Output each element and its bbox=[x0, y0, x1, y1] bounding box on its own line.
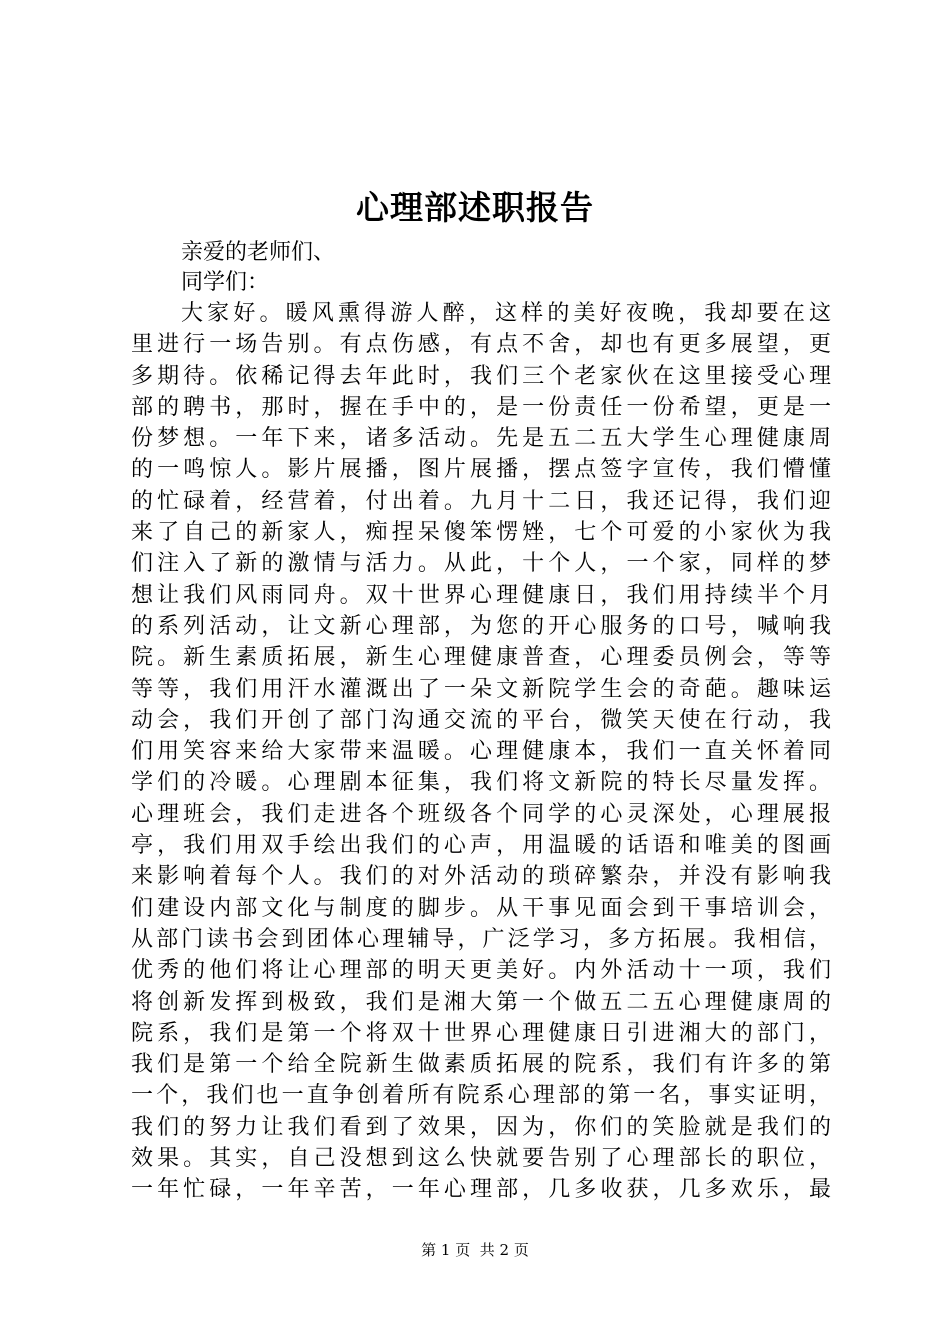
body-line: 心理班会，我们走进各个班级各个同学的心灵深处，心理展报 bbox=[131, 801, 831, 827]
body-line: 一个，我们也一直争创着所有院系心理部的第一名，事实证明， bbox=[131, 1083, 831, 1109]
body-line: 里进行一场告别。有点伤感，有点不舍，却也有更多展望，更 bbox=[131, 332, 831, 358]
body-line: 学们的冷暖。心理剧本征集，我们将文新院的特长尽量发挥。 bbox=[131, 770, 831, 796]
body-line: 的一鸣惊人。影片展播，图片展播，摆点签字宣传，我们懵懂 bbox=[131, 457, 831, 483]
body-line: 来了自己的新家人，痴捏呆傻笨愣矬，七个可爱的小家伙为我 bbox=[131, 520, 831, 546]
body-line: 份梦想。一年下来，诸多活动。先是五二五大学生心理健康周 bbox=[131, 426, 831, 452]
salutation-line-1: 亲爱的老师们、 bbox=[181, 240, 336, 265]
body-line: 我们是第一个给全院新生做素质拓展的院系，我们有许多的第 bbox=[131, 1052, 831, 1078]
body-line: 部的聘书，那时，握在手中的，是一份责任一份希望，更是一 bbox=[131, 394, 831, 420]
body-line: 大家好。暖风熏得游人醉，这样的美好夜晚，我却要在这 bbox=[181, 301, 831, 326]
body-line: 的忙碌着，经营着，付出着。九月十二日，我还记得，我们迎 bbox=[131, 488, 831, 514]
body-line: 我们的努力让我们看到了效果，因为，你们的笑脸就是我们的 bbox=[131, 1114, 831, 1140]
body-line: 多期待。依稀记得去年此时，我们三个老家伙在这里接受心理 bbox=[131, 363, 831, 389]
body-line: 一年忙碌，一年辛苦，一年心理部，几多收获，几多欢乐，最 bbox=[131, 1177, 831, 1203]
body-line: 们建设内部文化与制度的脚步。从干事见面会到干事培训会， bbox=[131, 895, 831, 921]
body-line: 来影响着每个人。我们的对外活动的琐碎繁杂，并没有影响我 bbox=[131, 864, 831, 890]
document-title: 心理部述职报告 bbox=[356, 188, 594, 227]
body-line: 等等，我们用汗水灌溉出了一朵文新院学生会的奇葩。趣味运 bbox=[131, 676, 831, 702]
body-paragraph bbox=[131, 298, 831, 1206]
body-line: 的系列活动，让文新心理部，为您的开心服务的口号，喊响我 bbox=[131, 613, 831, 639]
body-line: 从部门读书会到团体心理辅导，广泛学习，多方拓展。我相信， bbox=[131, 926, 831, 952]
body-line: 想让我们风雨同舟。双十世界心理健康日，我们用持续半个月 bbox=[131, 582, 831, 608]
salutation-line-2: 同学们： bbox=[181, 270, 270, 295]
page-footer: 第 1 页 共 2 页 bbox=[421, 1241, 529, 1259]
body-line: 效果。其实，自己没想到这么快就要告别了心理部长的职位， bbox=[131, 1146, 831, 1172]
body-line: 亭，我们用双手绘出我们的心声，用温暖的话语和唯美的图画 bbox=[131, 833, 831, 859]
body-line: 们注入了新的激情与活力。从此，十个人，一个家，同样的梦 bbox=[131, 551, 831, 577]
body-line: 们用笑容来给大家带来温暖。心理健康本，我们一直关怀着同 bbox=[131, 739, 831, 765]
body-line: 将创新发挥到极致，我们是湘大第一个做五二五心理健康周的 bbox=[131, 989, 831, 1015]
body-line: 动会，我们开创了部门沟通交流的平台，微笑天使在行动，我 bbox=[131, 707, 831, 733]
body-line: 院。新生素质拓展，新生心理健康普查，心理委员例会，等等 bbox=[131, 645, 831, 671]
body-line: 院系，我们是第一个将双十世界心理健康日引进湘大的部门， bbox=[131, 1020, 831, 1046]
body-line: 优秀的他们将让心理部的明天更美好。内外活动十一项，我们 bbox=[131, 958, 831, 984]
